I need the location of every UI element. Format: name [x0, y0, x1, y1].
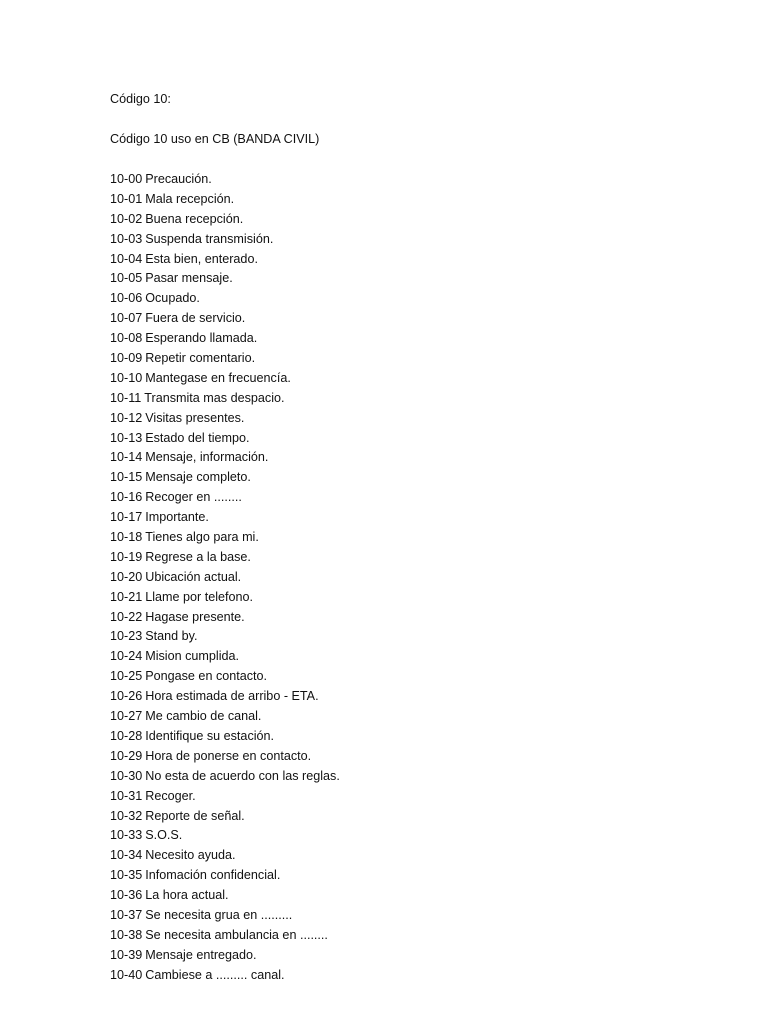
code-meaning: No esta de acuerdo con las reglas.: [145, 768, 340, 783]
code-meaning: Reporte de señal.: [145, 808, 245, 823]
code-meaning: Stand by.: [145, 629, 198, 644]
code-meaning: Esperando llamada.: [145, 331, 258, 346]
code-list-item: [110, 210, 340, 230]
code-meaning: Buena recepción.: [145, 211, 244, 226]
code-list-item: [110, 389, 340, 409]
code-number: 10-13: [110, 430, 143, 445]
code-list-item: [110, 508, 340, 528]
code-meaning: Suspenda transmisión.: [145, 231, 274, 246]
code-list-item: [110, 170, 340, 190]
code-meaning: Mensaje entregado.: [145, 947, 257, 962]
code-number: 10-35: [110, 868, 143, 883]
code-number: 10-08: [110, 331, 143, 346]
code-meaning: Identifique su estación.: [145, 728, 275, 743]
code-number: 10-02: [110, 211, 143, 226]
code-meaning: Estado del tiempo.: [145, 430, 250, 445]
code-meaning: Pongase en contacto.: [145, 669, 268, 684]
code-number: 10-40: [110, 967, 143, 982]
code-number: 10-28: [110, 728, 143, 743]
code-meaning: Mensaje completo.: [145, 470, 251, 485]
code-number: 10-32: [110, 808, 143, 823]
code-number: 10-27: [110, 709, 143, 724]
code-meaning: Mantegase en frecuencía.: [145, 370, 291, 385]
code-number: 10-25: [110, 669, 143, 684]
code-meaning: Ocupado.: [145, 291, 200, 306]
code-list-item: [110, 966, 340, 986]
code-list-item: [110, 588, 340, 608]
code-list-item: [110, 429, 340, 449]
code-list-item: [110, 309, 340, 329]
code-list-item: [110, 926, 340, 946]
code-list-item: [110, 488, 340, 508]
code-number: 10-04: [110, 251, 143, 266]
code-list-item: [110, 608, 340, 628]
code-list-item: [110, 230, 340, 250]
code-list-item: [110, 448, 340, 468]
code-meaning: Necesito ayuda.: [145, 848, 236, 863]
code-meaning: Hora de ponerse en contacto.: [145, 748, 312, 763]
code-meaning: Precaución.: [145, 172, 212, 186]
code-meaning: Visitas presentes.: [145, 410, 245, 425]
code-meaning: Se necesita grua en .........: [145, 907, 293, 922]
code-list: [110, 170, 340, 986]
code-list-item: [110, 190, 340, 210]
code-number: 10-18: [110, 530, 143, 545]
code-meaning: Mala recepción.: [145, 191, 235, 206]
code-list-item: [110, 687, 340, 707]
code-number: 10-07: [110, 311, 143, 326]
code-meaning: Ubicación actual.: [145, 569, 242, 584]
code-number: 10-21: [110, 589, 143, 604]
code-list-item: [110, 667, 340, 687]
code-list-item: [110, 846, 340, 866]
code-list-item: [110, 747, 340, 767]
code-meaning: Pasar mensaje.: [145, 271, 233, 286]
code-number: 10-36: [110, 888, 143, 903]
code-list-item: [110, 369, 340, 389]
code-list-item: [110, 647, 340, 667]
code-meaning: Mision cumplida.: [145, 649, 240, 664]
code-list-item: [110, 886, 340, 906]
code-meaning: Recoger en ........: [145, 490, 242, 505]
code-number: 10-38: [110, 927, 143, 942]
code-number: 10-15: [110, 470, 143, 485]
code-meaning: La hora actual.: [145, 888, 229, 903]
code-number: 10-30: [110, 768, 143, 783]
code-number: 10-17: [110, 510, 143, 525]
code-list-item: [110, 548, 340, 568]
code-meaning: Me cambio de canal.: [145, 709, 262, 724]
code-list-item: [110, 707, 340, 727]
code-number: 10-14: [110, 450, 143, 465]
code-number: 10-06: [110, 291, 143, 306]
code-meaning: Infomación confidencial.: [145, 868, 281, 883]
code-meaning: Llame por telefono.: [145, 589, 254, 604]
code-number: 10-19: [110, 549, 143, 564]
code-meaning: Transmita mas despacio.: [144, 390, 285, 405]
code-list-item: [110, 349, 340, 369]
code-list-item: [110, 866, 340, 886]
code-list-item: [110, 787, 340, 807]
code-number: 10-16: [110, 490, 143, 505]
code-number: 10-05: [110, 271, 143, 286]
document-subtitle: Código 10 uso en CB (BANDA CIVIL): [110, 132, 320, 146]
code-number: 10-26: [110, 689, 143, 704]
code-list-item: [110, 906, 340, 926]
code-list-item: [110, 329, 340, 349]
code-meaning: Fuera de servicio.: [145, 311, 246, 326]
code-meaning: Hora estimada de arribo - ETA.: [145, 689, 319, 704]
code-meaning: Cambiese a ......... canal.: [145, 967, 285, 982]
code-number: 10-34: [110, 848, 143, 863]
code-number: 10-20: [110, 569, 143, 584]
code-list-item: [110, 289, 340, 309]
code-meaning: Regrese a la base.: [145, 549, 251, 564]
code-number: 10-33: [110, 828, 143, 843]
code-number: 10-10: [110, 370, 143, 385]
code-number: 10-00: [110, 172, 143, 186]
code-number: 10-03: [110, 231, 143, 246]
code-meaning: Tienes algo para mi.: [145, 530, 259, 545]
code-number: 10-31: [110, 788, 143, 803]
code-list-item: [110, 826, 340, 846]
code-meaning: Mensaje, información.: [145, 450, 269, 465]
code-list-item: [110, 528, 340, 548]
code-number: 10-12: [110, 410, 143, 425]
code-meaning: S.O.S.: [145, 828, 183, 843]
code-list-item: [110, 946, 340, 966]
code-meaning: Se necesita ambulancia en ........: [145, 927, 328, 942]
code-list-item: [110, 568, 340, 588]
code-meaning: Repetir comentario.: [145, 351, 256, 366]
code-number: 10-01: [110, 191, 143, 206]
document-title: Código 10:: [110, 92, 171, 106]
code-list-item: [110, 727, 340, 747]
code-number: 10-37: [110, 907, 143, 922]
code-number: 10-39: [110, 947, 143, 962]
code-meaning: Recoger.: [145, 788, 196, 803]
code-list-item: [110, 468, 340, 488]
code-number: 10-11: [110, 390, 142, 405]
code-number: 10-23: [110, 629, 143, 644]
code-number: 10-24: [110, 649, 143, 664]
code-list-item: [110, 767, 340, 787]
code-number: 10-09: [110, 351, 143, 366]
code-list-item: [110, 627, 340, 647]
code-number: 10-29: [110, 748, 143, 763]
code-meaning: Esta bien, enterado.: [145, 251, 258, 266]
code-meaning: Hagase presente.: [145, 609, 245, 624]
code-list-item: [110, 250, 340, 270]
code-number: 10-22: [110, 609, 143, 624]
code-list-item: [110, 807, 340, 827]
code-meaning: Importante.: [145, 510, 209, 525]
code-list-item: [110, 269, 340, 289]
code-list-item: [110, 409, 340, 429]
